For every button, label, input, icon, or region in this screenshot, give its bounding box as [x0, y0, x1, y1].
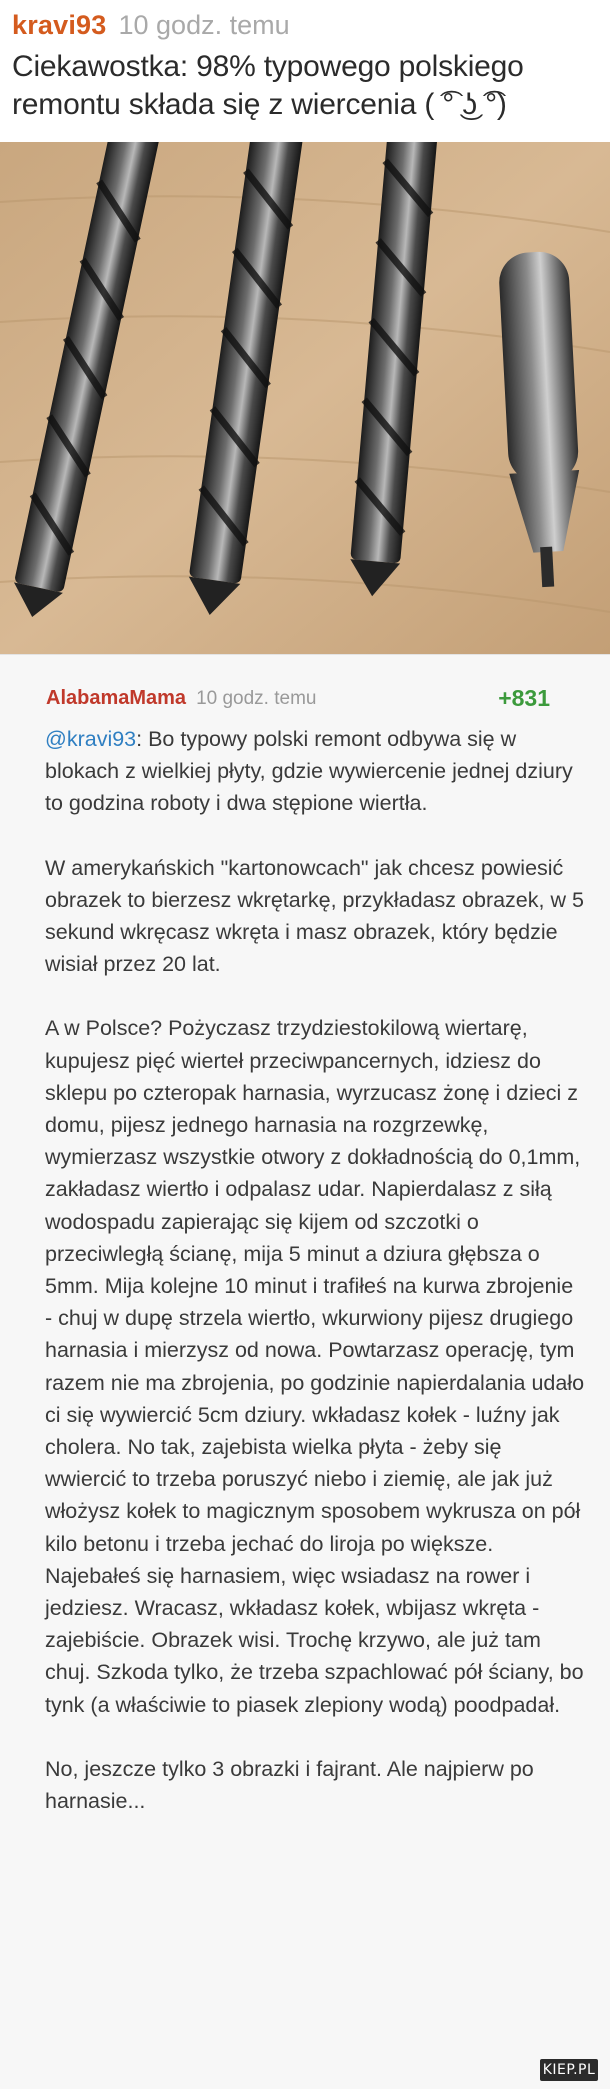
comment-timestamp: 10 godz. temu — [196, 688, 317, 709]
comment-header — [46, 683, 550, 713]
comment-paragraph: A w Polsce? Pożyczasz trzydziestokilową wiertarę, kupujesz pięć wierteł przeciwpancernych, idziesz do sklepu po czteropak harnasia, wyrzucasz żonę i dzieci z domu, pijesz jednego harnasia na rozgrzewkę, wymierzasz wszystkie otwory z dokładnością do 0,1mm, zakładasz wiertło i odpalasz udar. Napierdalasz z siłą wodospadu zapierając się kijem od szczotki o przeciwległą ścianę, mija 5 minut a dziura głębsza o 5mm. Mija kolejne 10 minut i trafiłeś na kurwa zbrojenie - chuj w dupę strzela wiertło, wkurwiony pijesz drugiego harnasia i mierzysz od nowa. Powtarzasz operację, tym razem nie ma zbrojenia, po godzinie napierdalania udało ci się wywiercić 5cm dziury. wkładasz kołek - luźny jak cholera. No tak, zajebista wielka płyta - żeby się wwiercić to trzeba poruszyć niebo i ziemię, ale jak już włożysz kołek to magicznym sposobem wykrusza on pół kilo betonu i trzeba jechać do liroja po większe. Najebałeś się harnasiem, więc wsiadasz na rower i jedziesz. Wracasz, wkładasz kołek, wbijasz wkręta - zajebiście. Obrazek wisi. Trochę krzywo, ale już tam chuj. Szkoda tylko, że trzeba szpachlować pół ściany, bo tynk (a właściwie to piasek zlepiony wodą) poodpadał. — [45, 1016, 585, 1717]
post-author-link[interactable]: kravi93 — [12, 10, 107, 40]
comment-author-link[interactable]: AlabamaMama — [46, 687, 187, 709]
comment-vote-count[interactable]: +831 — [498, 685, 550, 711]
post-timestamp: 10 godz. temu — [118, 10, 290, 40]
comment-body — [45, 723, 585, 1849]
comment-text: : Bo typowy polski remont odbywa się w blokach z wielkiej płyty, gdzie wywiercenie jednej dziury to godzina roboty i dwa stępione wiertła. — [45, 727, 573, 816]
post-title[interactable]: Ciekawostka: 98% typowego polskiego remontu składa się z wiercenia ( ͡° ͜ʖ ͡°) — [12, 50, 524, 121]
kiep-watermark-logo: KIEP.PL — [540, 2059, 598, 2081]
post-header — [0, 0, 610, 124]
comment-paragraph — [45, 723, 585, 820]
comment — [0, 654, 610, 2089]
mention-link[interactable]: @kravi93 — [45, 727, 137, 751]
drill-bits-photo[interactable] — [0, 142, 610, 654]
comment-paragraph: W amerykańskich "kartonowcach" jak chcesz powiesić obrazek to bierzesz wkrętarkę, przykładasz obrazek, w 5 sekund wkręcasz wkręta i masz obrazek, który będzie wisiał przez 20 lat. — [45, 855, 584, 977]
comment-paragraph: No, jeszcze tylko 3 obrazki i fajrant. Ale najpierw po harnasie... — [45, 1756, 534, 1814]
post-meta — [12, 8, 600, 42]
